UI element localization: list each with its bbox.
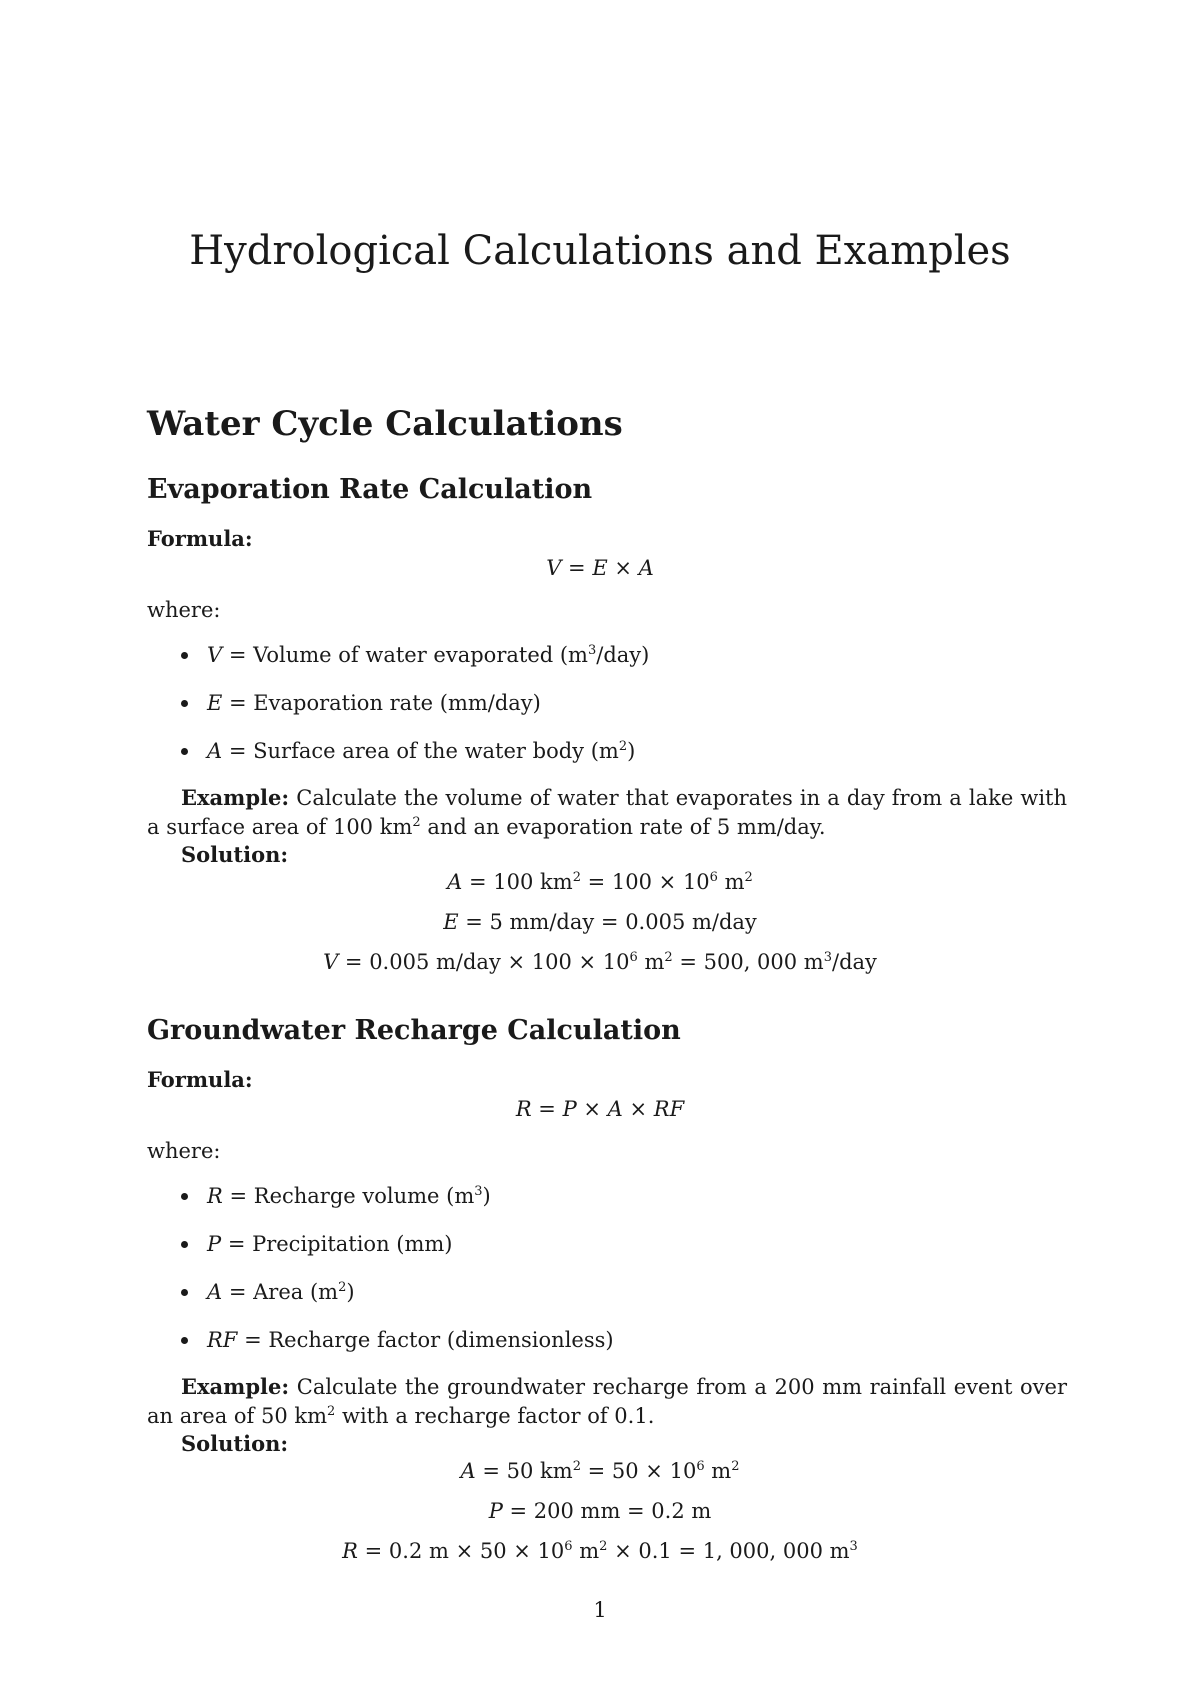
list-item: P = Precipitation (mm)	[181, 1232, 614, 1280]
example-label: Example:	[181, 785, 290, 810]
recharge-solution-line: A = 50 $km^2 = 50 \times 10^6$ $m^2$	[460, 1459, 740, 1483]
evaporation-where-label: where:	[147, 598, 221, 622]
evaporation-variable-list	[181, 643, 649, 787]
recharge-example: Example: Calculate the groundwater recharge from a 200 mm rainfall event over an area of 50 $km^2$ with a recharge factor of 0.1.	[147, 1374, 1067, 1428]
recharge-heading: Groundwater Recharge Calculation	[147, 1015, 681, 1046]
example-text: Calculate the volume of water that evaporates in a day from a lake with a surface area of 100 km	[147, 786, 1068, 839]
list-item: E = Evaporation rate (mm/day)	[181, 691, 649, 739]
evaporation-solution-line: E = 5 mm/day = 0.005 m/day	[443, 910, 757, 934]
evaporation-solution-label: Solution:	[181, 842, 289, 867]
evaporation-example: Example: Calculate the volume of water that evaporates in a day from a lake with a surface area of 100 $km^2$ and an evaporation rate of 5 mm/day.	[147, 785, 1068, 839]
evaporation-heading: Evaporation Rate Calculation	[147, 474, 593, 505]
example-text: with a recharge factor of 0.1.	[335, 1404, 655, 1428]
page-number: 1	[593, 1598, 607, 1622]
recharge-formula: R = P × A × RF	[515, 1097, 685, 1121]
recharge-solution-line: P = 200 mm = 0.2 m	[488, 1499, 712, 1523]
evaporation-solution-line: A = 100 $km^2 = 100 \times 10^6$ $m^2$	[447, 870, 753, 894]
list-item: R = Recharge volume $(m^3)$	[181, 1184, 614, 1232]
page-title: Hydrological Calculations and Examples	[189, 228, 1011, 274]
recharge-solution-line: R = 0.2 $m \times 50 \times 10^6$ $m^2 \times 0.1 = 1$, 000, 000 $m^3$	[342, 1539, 858, 1563]
recharge-solution-label: Solution:	[181, 1431, 289, 1456]
list-item: RF = Recharge factor (dimensionless)	[181, 1328, 614, 1376]
recharge-formula-label: Formula:	[147, 1067, 253, 1092]
evaporation-formula-label: Formula:	[147, 526, 253, 551]
evaporation-solution-line: V = 0.005 $m/day \times 100 \times 10^6$ $m^2 = 500$, 000 $m^3$/day	[323, 950, 877, 974]
recharge-variable-list	[181, 1184, 614, 1376]
example-text: and an evaporation rate of 5 mm/day.	[420, 815, 826, 839]
list-item: V = Volume of water evaporated $(m^3/day)$	[181, 643, 649, 691]
evaporation-formula: V = E × A	[546, 556, 654, 580]
list-item: A = Surface area of the water body $(m^2)$	[181, 739, 649, 787]
section-heading: Water Cycle Calculations	[147, 404, 623, 444]
list-item: A = Area $(m^2)$	[181, 1280, 614, 1328]
example-label: Example:	[181, 1374, 290, 1399]
example-text: Calculate the groundwater recharge from a 200 mm rainfall event over an area of 50 km	[147, 1375, 1067, 1428]
recharge-where-label: where:	[147, 1139, 221, 1163]
